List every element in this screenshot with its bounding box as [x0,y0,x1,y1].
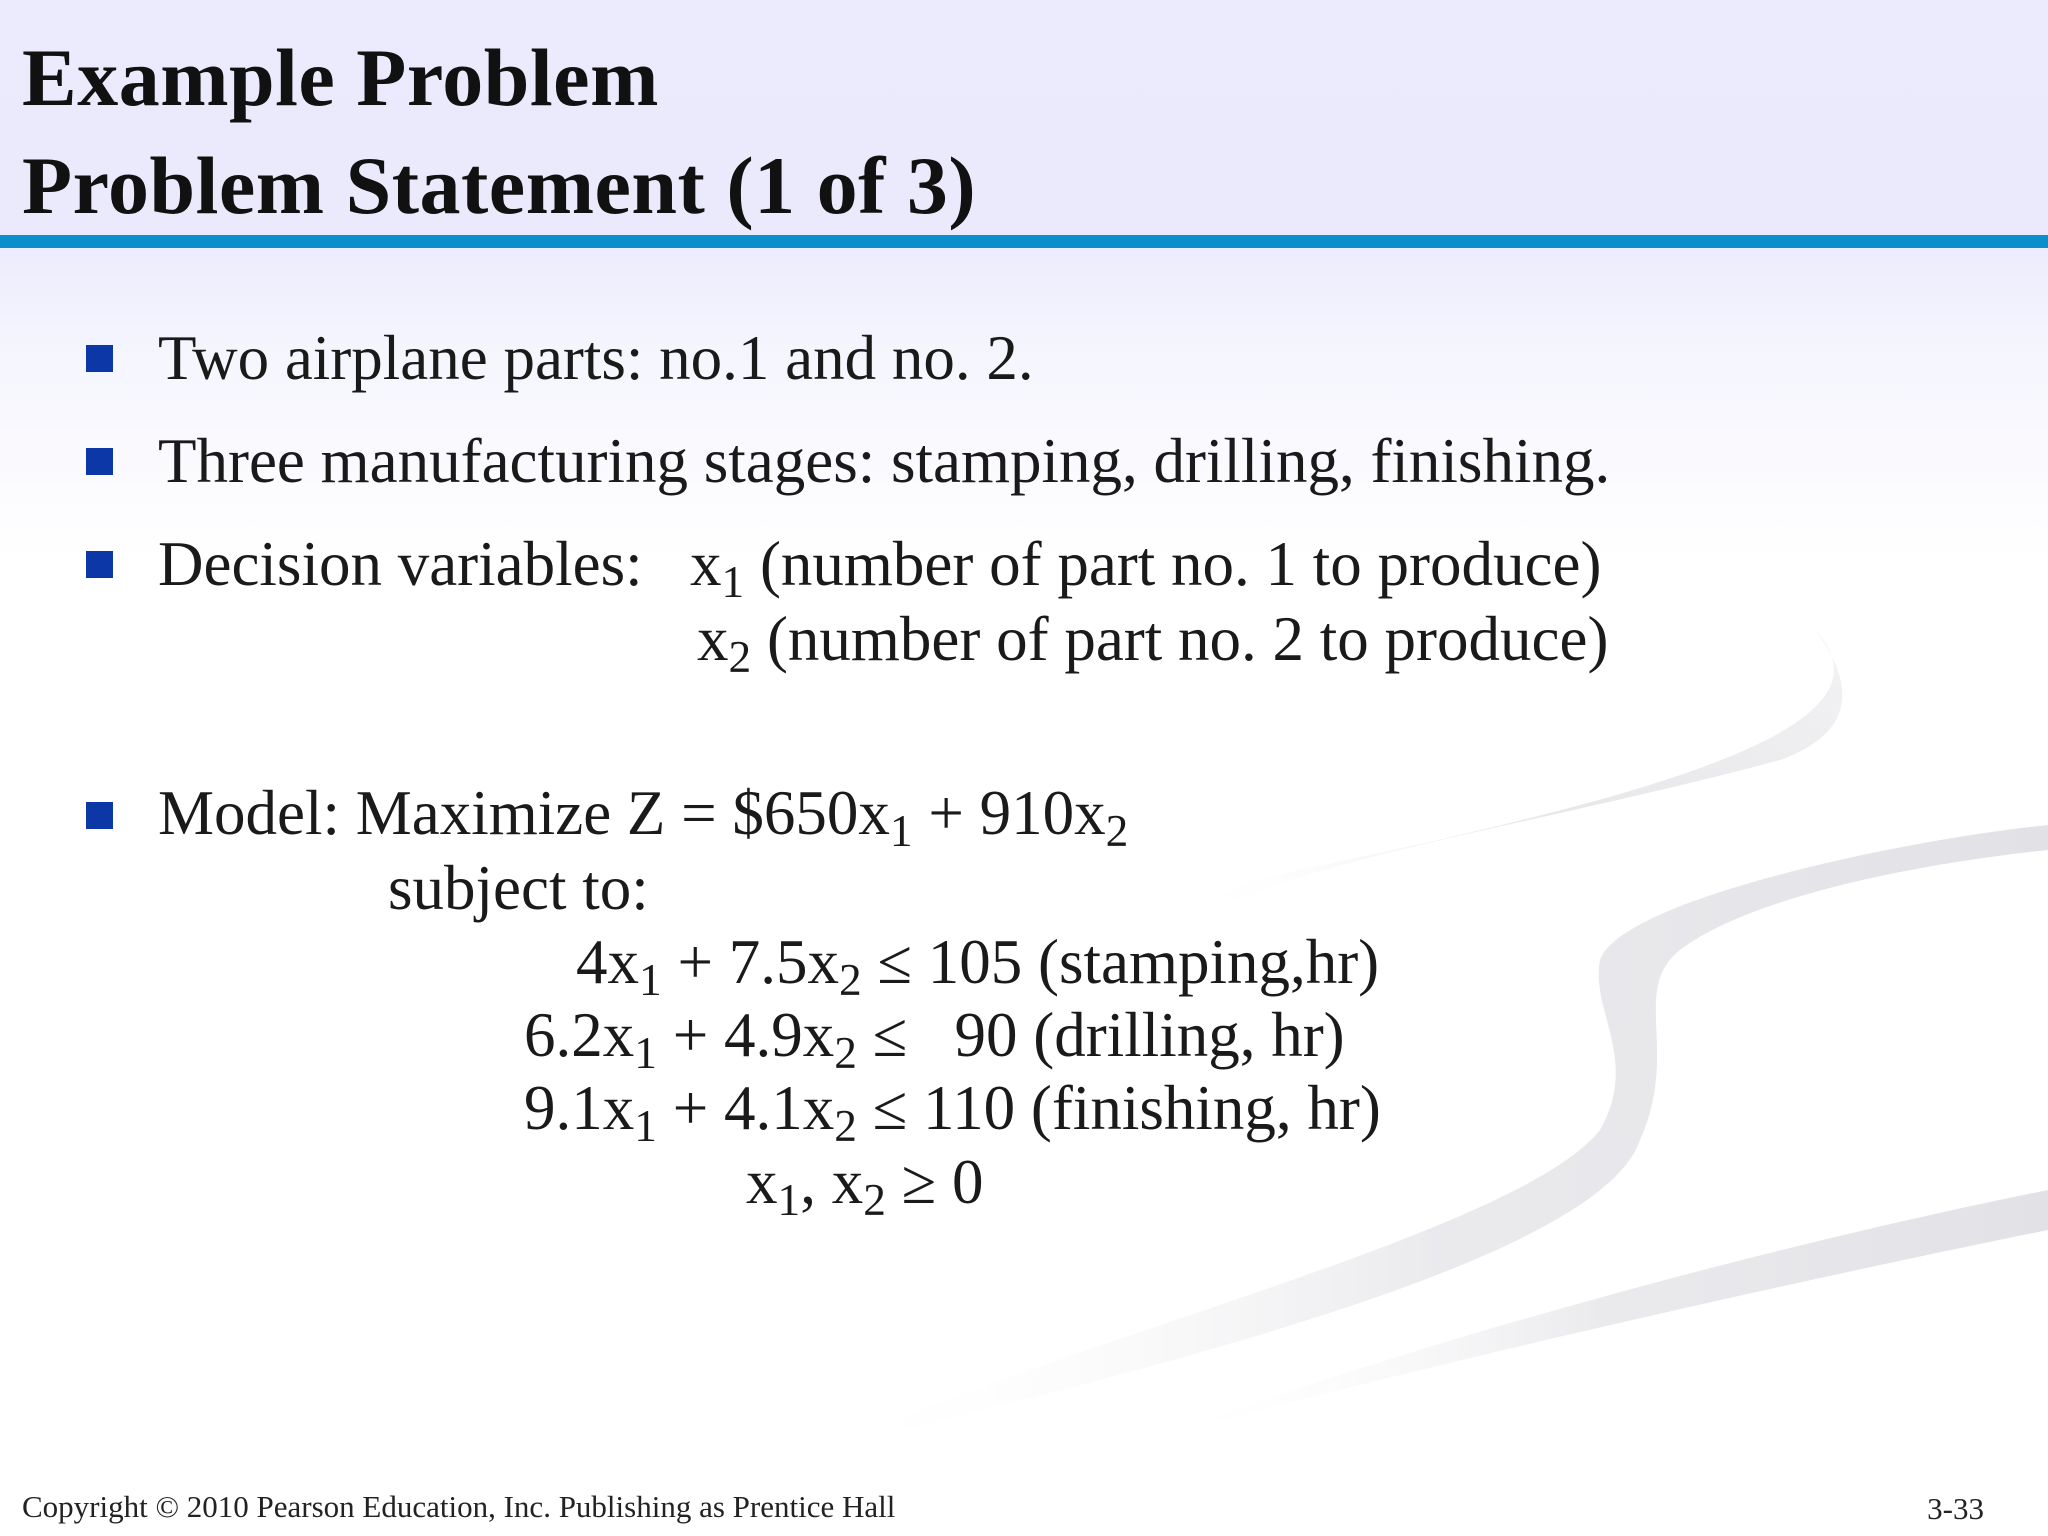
nn-index-2: 2 [863,1174,886,1225]
bullet-marker [86,448,113,475]
c1-index-1: 1 [639,954,662,1005]
decision-variable-x2 [697,603,1609,682]
slide-title [22,24,976,240]
constraint-stamping [576,926,1380,1005]
subject-to-label: subject to: [388,853,649,923]
c3-term-a: 9.1x [524,1073,635,1143]
bullet-marker [86,345,113,372]
objective-index-2: 2 [1105,805,1129,856]
var1-description: (number of part no. 1 to produce) [744,529,1602,599]
title-line-1: Example Problem [22,32,659,123]
objective-prefix: Model: Maximize Z = $650x [158,778,890,848]
objective-mid: + 910x [912,778,1106,848]
slide-header [0,0,2048,236]
model-objective [158,777,1129,856]
title-line-2: Problem Statement (1 of 3) [22,140,977,231]
constraint-finishing [524,1072,1381,1151]
nn-term-a: x [746,1147,778,1217]
c3-term-c: ≤ 110 (finishing, hr) [856,1073,1381,1143]
decision-variables-label: Decision variables: [158,529,643,599]
constraint-drilling [524,999,1345,1078]
c1-term-b: + 7.5x [661,927,839,997]
c2-index-2: 2 [834,1027,857,1078]
decision-variable-x1 [690,528,1602,607]
c1-index-2: 2 [838,954,862,1005]
c3-index-1: 1 [634,1100,657,1151]
constraint-nonnegativity [746,1146,984,1225]
bullet-marker [86,802,113,829]
c2-term-a: 6.2x [524,1000,635,1070]
copyright-notice: Copyright © 2010 Pearson Education, Inc. Publishing as Prentice Hall [22,1489,896,1524]
c3-index-2: 2 [834,1100,857,1151]
page-number: 3-33 [1927,1491,1984,1526]
bullet-parts: Two airplane parts: no.1 and no. 2. [158,323,1034,393]
var2-index: 2 [728,631,752,682]
c2-term-c: ≤ 90 (drilling, hr) [856,1000,1345,1070]
c1-term-a: 4x [576,927,639,997]
c2-index-1: 1 [634,1027,657,1078]
var2-symbol: x [697,604,729,674]
var2-description: (number of part no. 2 to produce) [751,604,1609,674]
bullet-stages: Three manufacturing stages: stamping, drilling, finishing. [158,426,1611,496]
nn-index-1: 1 [777,1174,801,1225]
objective-index-1: 1 [889,805,913,856]
header-divider [0,235,2048,248]
nn-term-c: ≥ 0 [885,1147,984,1217]
c3-term-b: + 4.1x [656,1073,835,1143]
c2-term-b: + 4.9x [656,1000,835,1070]
var1-symbol: x [690,529,722,599]
var1-index: 1 [721,556,745,607]
nn-term-b: , x [800,1147,864,1217]
c1-term-c: ≤ 105 (stamping,hr) [861,927,1380,997]
bullet-marker [86,551,113,578]
